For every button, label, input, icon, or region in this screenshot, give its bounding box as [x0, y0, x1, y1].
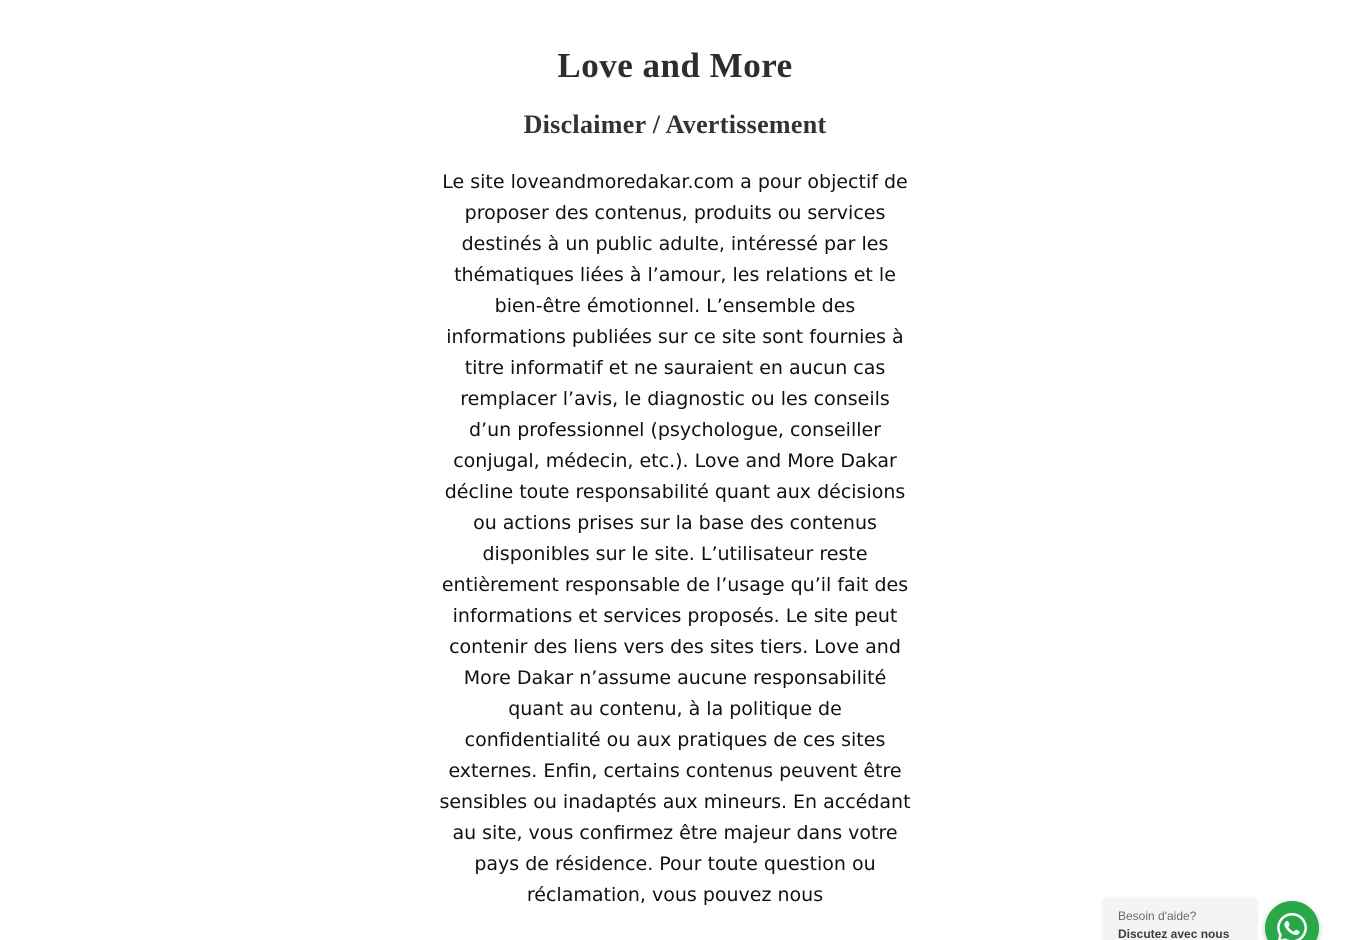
whatsapp-tooltip[interactable] — [1104, 898, 1256, 940]
page-title: Love and More — [557, 46, 793, 85]
whatsapp-button[interactable] — [1265, 901, 1319, 940]
whatsapp-tooltip-text-bold: Discutez avec nous — [1118, 927, 1230, 940]
disclaimer-body-text: Le site loveandmoredakar.com a pour objectif de proposer des contenus, produits ou services destinés à un public adulte, intéressé par les thématiques liées à l’amour, les relations et le bien-être émotionnel. L’ensemble des informations publiées sur ce site sont fournies à titre informatif et ne sauraient en aucun cas remplacer l’avis, le diagnostic ou les conseils d’un professionnel (psychologue, conseiller conjugal, médecin, etc.). Love and More Dakar décline toute responsabilité quant aux décisions ou actions prises sur la base des contenus disponibles sur le site. L’utilisateur reste entièrement responsable de l’usage qu’il fait des informations et services proposés. Le site peut contenir des liens vers des sites tiers. Love and More Dakar n’assume aucune responsabilité quant au contenu, à la politique de confidentialité ou aux pratiques de ces sites externes. Enfin, certains contenus peuvent être sensibles ou inadaptés aux mineurs. En accédant au site, vous confirmez être majeur dans votre pays de résidence. Pour toute question ou réclamation, vous pouvez nous — [439, 171, 911, 906]
whatsapp-tooltip-text-regular: Besoin d'aide? — [1118, 909, 1197, 923]
whatsapp-icon — [1277, 913, 1307, 940]
disclaimer-page — [0, 46, 1350, 940]
page-subtitle: Disclaimer / Avertissement — [523, 110, 827, 139]
whatsapp-widget — [1020, 876, 1350, 940]
